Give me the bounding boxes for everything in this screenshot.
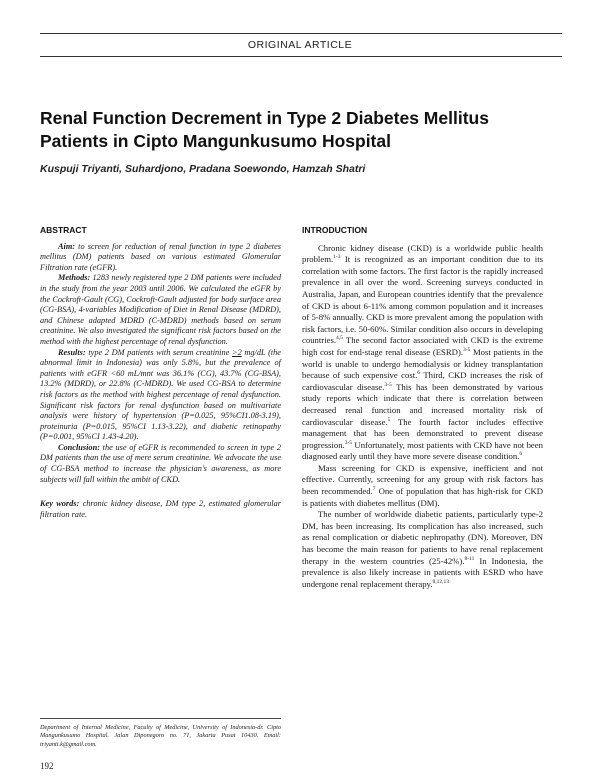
intro-text: In Indonesia, the prevalence is also likely increase in patients with ESRD who have undergone renal replacement therapy. xyxy=(302,555,544,589)
footnote-rule xyxy=(40,718,281,719)
keywords-label: Key words: xyxy=(40,499,80,509)
aim-label: Aim: xyxy=(58,241,76,251)
intro-text: Mass screening for CKD is expensive, inefficient and not effective. Currently, screening for any group with risk factors has been recommended. xyxy=(302,462,543,497)
article-title: Renal Function Decrement in Type 2 Diabetes Mellitus Patients in Cipto Mangunkusumo Hospital xyxy=(40,108,489,151)
intro-paragraph-2 xyxy=(302,463,543,509)
results-label: Results: xyxy=(58,347,86,357)
intro-text: Third, CKD increases the risk of cardiovascular disease. xyxy=(302,370,544,392)
intro-text: Most patients in the world is unable to undergo hemodialysis or kidney transplantation because of such expensive cost. xyxy=(302,346,543,381)
citation: 7 xyxy=(372,486,376,493)
abstract-keywords xyxy=(40,499,281,520)
aim-text: to screen for reduction of renal function in type 2 diabetes mellitus (DM) patients based on various estimated Glomerular Filtration rate (eGFR). xyxy=(40,241,282,272)
page-number: 192 xyxy=(40,761,54,771)
citation: 8,12,13 xyxy=(432,578,449,585)
conclusion-text: the use of eGFR is recommended to screen in type 2 DM patients than the use of mere serum creatinine. We advocate the use of CG-BSA method to increase the physician's awareness, as more subjects will fall within the ambit of CKD. xyxy=(40,442,282,484)
abstract-heading: ABSTRACT xyxy=(40,225,87,235)
abstract-column xyxy=(40,225,281,520)
introduction-column xyxy=(302,225,543,590)
methods-label: Methods: xyxy=(58,273,91,283)
intro-text: Unfortunately, most patients with CKD have not been diagnosed early until they have more severe disease condition. xyxy=(302,439,543,462)
intro-text: Chronic kidney disease (CKD) is a worldwide public health problem. xyxy=(302,242,543,265)
header-rule-bottom xyxy=(40,56,562,57)
intro-text: It is recognized as an important condition due to its correlation with some factors. The first factor is the rapidly increased prevalence in all over the word. Screening surveys conducted in Australia, Japan, and European countries identify that the prevalence of CKD is about 6-11% among common population and it increases of 5-8% annually. CKD is more prevalent among the population with risk factors, i.e. 50-60%. Similar condition also occurs in developing countries. xyxy=(302,254,543,346)
citation: 3-5 xyxy=(344,439,353,446)
citation: 6 xyxy=(417,370,421,377)
results-text-b: mg/dL (the abnormal limit in Indonesia) was only 5.8%, but the prevalence of patients with eGFR <60 mL/mnt was 36.1% (CG), 43.7% (CG-BSA), 13.2% (MDRD), or 22.8% (C-MDRD). We used CG-BSA to determine risk factors as the method with highest percentage of renal dysfunction. Significant risk factors for renal dysfunction based on multivariate analysis were history of hypertension (P=0.025, 95%CI1.08-3.19), proteinuria (P=0.015, 95%CI 1.13-3.22), and diabetic retinopathy (P=0.001, 95%CI 1.43-4.20). xyxy=(40,347,281,442)
conclusion-label: Conclusion: xyxy=(58,442,100,452)
intro-text: The number of worldwide diabetic patients, particularly type-2 DM, has been increasing. Its complication has also increased, such as renal complication or diabetic nephropathy (DN). Moreover, DN has become the main reason for patients to have renal replacement therapy in the western countries (25-42%). xyxy=(302,509,543,566)
introduction-heading: INTRODUCTION xyxy=(302,225,368,235)
citation: 5 xyxy=(387,416,391,423)
abstract-aim xyxy=(40,242,281,274)
intro-text: This has been demonstrated by various study reports which indicate that there is correlation between decreased renal function and increased mortality risk of cardiovascular disease. xyxy=(302,381,543,427)
intro-text: The fourth factor includes effective management that has been demonstrated to prevent disease progression. xyxy=(302,416,543,450)
citation: 4,5 xyxy=(336,335,343,342)
citation: 8-11 xyxy=(464,555,475,562)
methods-text: 1283 newly registered type 2 DM patients were included in the study from the year 2003 until 2006. We calculated the eGFR by the Cockroft-Gault (CG), Cockroft-Gault adjusted for body surface area (CG-BSA), 4-variables Modification of Diet in Renal Disease (MDRD), and Chinese adapted MDRD (C-MDRD) methods based on serum creatinine. We also investigated the significant risk factors based on the method with the highest percentage of renal dysfunction. xyxy=(40,273,281,346)
keywords-text: chronic kidney disease, DM type 2, estimated glomerular filtration rate. xyxy=(40,499,281,519)
citation: 6 xyxy=(519,451,523,458)
citation: 3-5 xyxy=(463,347,471,354)
article-authors: Kuspuji Triyanti, Suhardjono, Pradana Soewondo, Hamzah Shatri xyxy=(40,163,366,175)
intro-paragraph-3 xyxy=(302,509,543,590)
abstract-results xyxy=(40,348,281,443)
section-label: ORIGINAL ARTICLE xyxy=(247,39,353,51)
header-rule-top xyxy=(40,33,562,34)
citation: 3-5 xyxy=(384,381,392,388)
abstract-conclusion xyxy=(40,443,281,485)
intro-paragraph-1 xyxy=(302,243,543,463)
citation: 1-3 xyxy=(333,254,341,261)
intro-text: One of population that has high-risk for CKD is patients with diabetes mellitus (DM). xyxy=(302,486,543,508)
affiliation-footnote: Department of Internal Medicine, Faculty of Medicine, University of Indonesia-dr. Cipto Mangunkusumo Hospital. Jalan Diponegoro no. 71, Jakarta Pusat 10430. Email: triyanti.k@gmail.com. xyxy=(40,724,281,748)
intro-text: The second factor associated with CKD is the extreme high cost for end-stage renal disease (ESRD). xyxy=(302,335,543,357)
results-ge: >2 xyxy=(231,347,242,357)
abstract-methods xyxy=(40,273,281,347)
results-text-a: type 2 DM patients with serum creatinine xyxy=(88,347,232,357)
